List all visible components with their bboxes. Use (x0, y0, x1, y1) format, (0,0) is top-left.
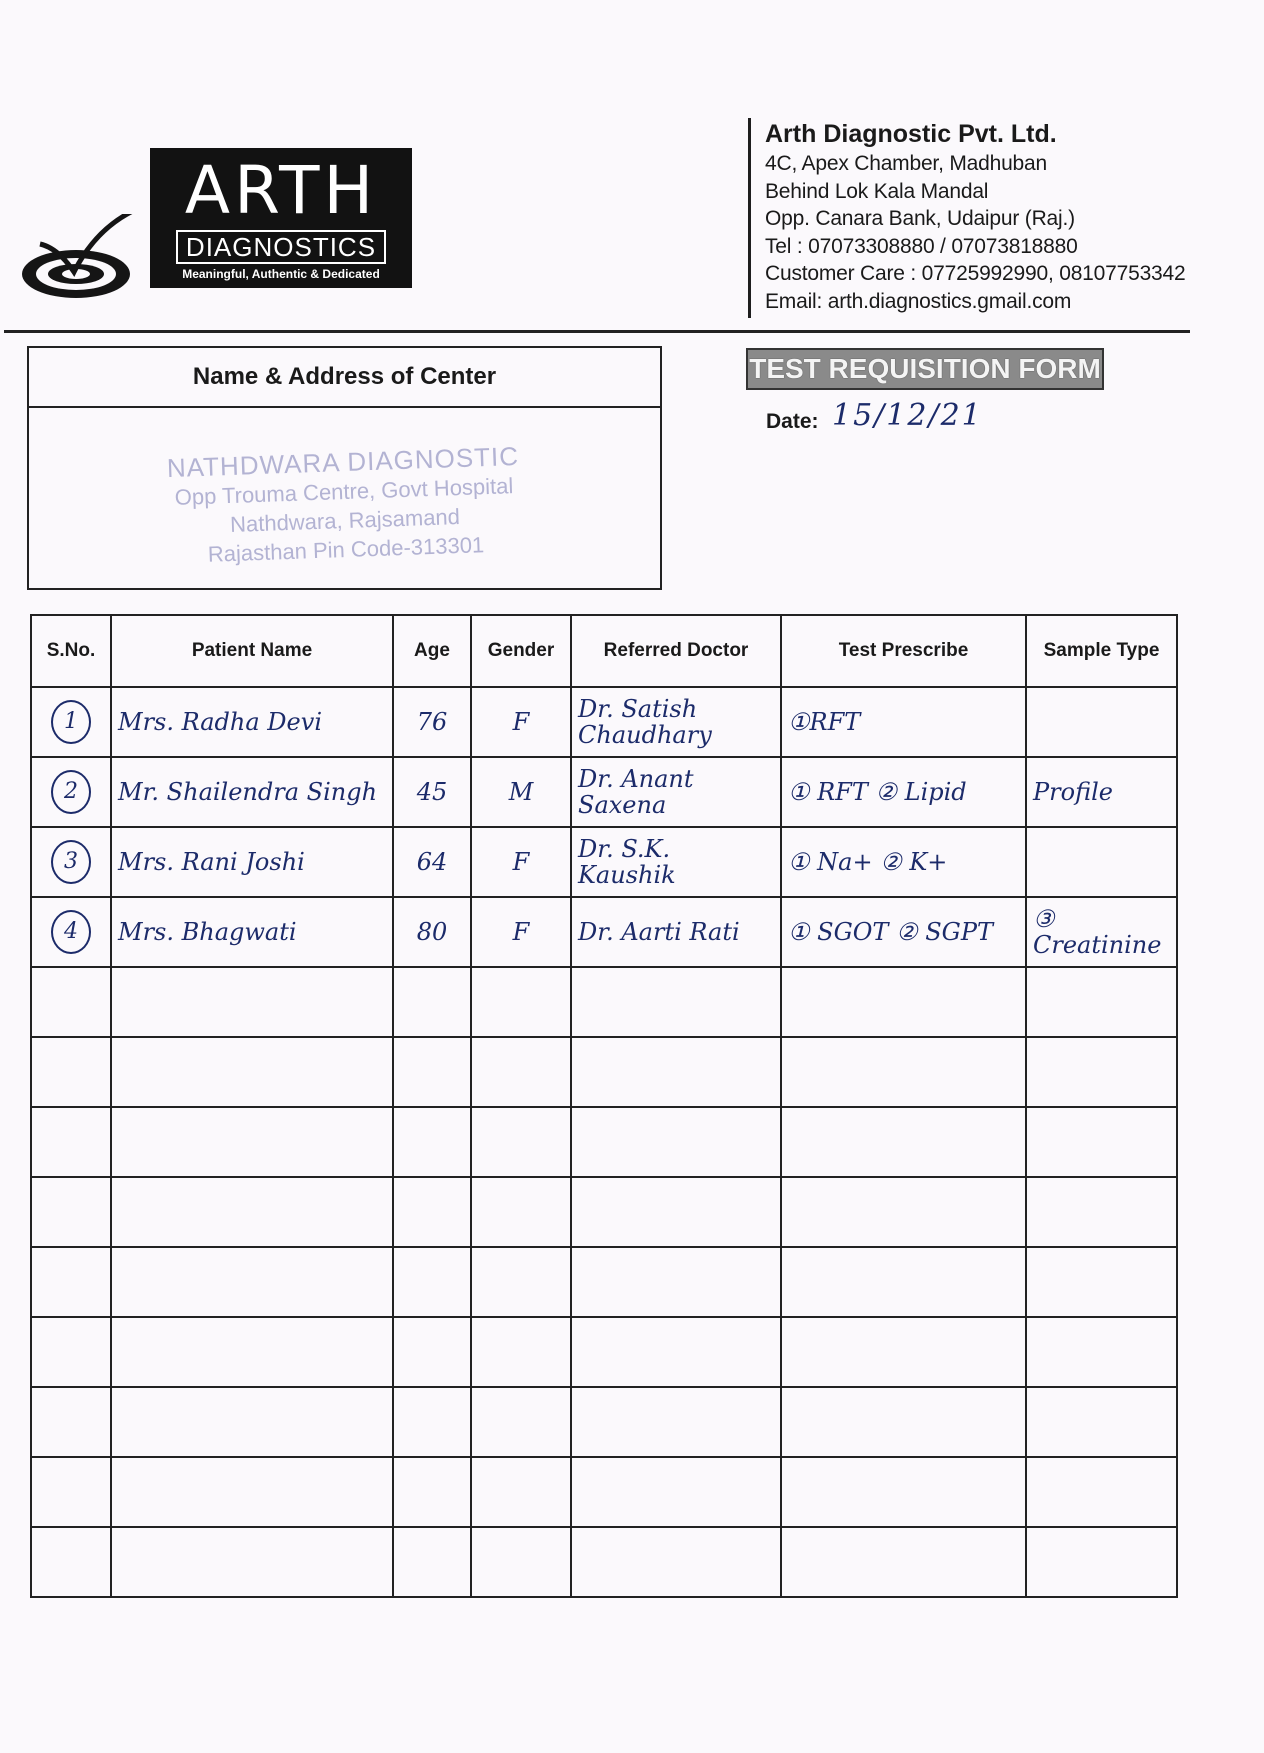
empty-cell (571, 967, 781, 1037)
cell-age: 80 (393, 897, 471, 967)
cell-age: 64 (393, 827, 471, 897)
empty-table-row (31, 967, 1177, 1037)
empty-cell (111, 1247, 393, 1317)
customer-care-line: Customer Care : 07725992990, 08107753342 (765, 262, 1186, 285)
empty-cell (111, 967, 393, 1037)
empty-cell (1026, 1177, 1177, 1247)
cell-gender: M (471, 757, 571, 827)
empty-cell (571, 1107, 781, 1177)
table-row (31, 687, 1177, 757)
empty-cell (571, 1317, 781, 1387)
cell-doctor: Dr. Anant Saxena (571, 757, 781, 827)
empty-cell (31, 1457, 111, 1527)
cell-sample: Profile (1026, 757, 1177, 827)
date-label: Date: (766, 410, 819, 433)
logo-subtitle: DIAGNOSTICS (176, 230, 386, 264)
cell-sample (1026, 827, 1177, 897)
empty-cell (31, 1387, 111, 1457)
cell-name: Mr. Shailendra Singh (111, 757, 393, 827)
cell-doctor: Dr. Satish Chaudhary (571, 687, 781, 757)
empty-cell (471, 1177, 571, 1247)
address-line: 4C, Apex Chamber, Madhuban (765, 152, 1047, 175)
cell-name: Mrs. Radha Devi (111, 687, 393, 757)
empty-cell (393, 1317, 471, 1387)
empty-cell (1026, 1527, 1177, 1597)
address-line: Behind Lok Kala Mandal (765, 179, 989, 203)
empty-cell (781, 1107, 1026, 1177)
table-header-row (31, 615, 1177, 687)
empty-cell (393, 1107, 471, 1177)
empty-cell (393, 1247, 471, 1317)
empty-cell (31, 1107, 111, 1177)
empty-cell (1026, 967, 1177, 1037)
empty-table-row (31, 1457, 1177, 1527)
company-details (748, 118, 1205, 318)
address-line: Opp. Canara Bank, Udaipur (Raj.) (765, 207, 1075, 230)
row-number: 1 (51, 700, 91, 744)
col-header-age: Age (393, 615, 471, 687)
col-header-sno: S.No. (31, 615, 111, 687)
empty-cell (31, 1527, 111, 1597)
empty-cell (31, 967, 111, 1037)
empty-cell (471, 1247, 571, 1317)
empty-cell (781, 1527, 1026, 1597)
cell-name: Mrs. Rani Joshi (111, 827, 393, 897)
empty-cell (571, 1037, 781, 1107)
empty-cell (393, 1457, 471, 1527)
center-address-box (27, 346, 662, 590)
cell-doctor: Dr. S.K. Kaushik (571, 827, 781, 897)
empty-cell (31, 1247, 111, 1317)
empty-cell (571, 1387, 781, 1457)
cell-gender: F (471, 897, 571, 967)
table-row (31, 897, 1177, 967)
stamp-line: Nathdwara, Rajsamand (229, 503, 461, 537)
empty-cell (393, 1037, 471, 1107)
empty-cell (1026, 1107, 1177, 1177)
stamp-line: Opp Trouma Centre, Govt Hospital (174, 473, 514, 510)
date-value: 15/12/21 (832, 398, 983, 433)
cell-sno (31, 687, 111, 757)
empty-cell (31, 1177, 111, 1247)
form-title: TEST REQUISITION FORM (746, 348, 1104, 390)
empty-cell (781, 967, 1026, 1037)
row-number: 4 (51, 910, 91, 954)
phone-line: Tel : 07073308880 / 07073818880 (765, 234, 1078, 258)
empty-cell (471, 1387, 571, 1457)
empty-cell (781, 1387, 1026, 1457)
empty-cell (471, 1107, 571, 1177)
cell-name: Mrs. Bhagwati (111, 897, 393, 967)
row-number: 2 (51, 770, 91, 814)
empty-cell (393, 1387, 471, 1457)
col-header-patient-name: Patient Name (111, 615, 393, 687)
empty-cell (111, 1317, 393, 1387)
empty-cell (111, 1177, 393, 1247)
empty-table-row (31, 1247, 1177, 1317)
center-stamp (27, 437, 662, 575)
logo-badge (150, 148, 412, 288)
empty-cell (571, 1527, 781, 1597)
empty-cell (471, 1527, 571, 1597)
empty-cell (1026, 1317, 1177, 1387)
empty-cell (571, 1457, 781, 1527)
empty-table-row (31, 1037, 1177, 1107)
cell-age: 76 (393, 687, 471, 757)
logo-tagline: Meaningful, Authentic & Dedicated (182, 267, 380, 281)
empty-cell (471, 967, 571, 1037)
empty-cell (31, 1037, 111, 1107)
cell-sno (31, 827, 111, 897)
stamp-line: NATHDWARA DIAGNOSTIC (166, 440, 520, 484)
cell-sno (31, 757, 111, 827)
empty-cell (1026, 1247, 1177, 1317)
cell-sample: ③ Creatinine (1026, 897, 1177, 967)
col-header-referred-doctor: Referred Doctor (571, 615, 781, 687)
email-line: Email: arth.diagnostics.gmail.com (765, 289, 1072, 313)
empty-cell (393, 967, 471, 1037)
cell-sample (1026, 687, 1177, 757)
header-divider (4, 330, 1190, 333)
cell-tests: ① SGOT ② SGPT (781, 897, 1026, 967)
patient-table (30, 614, 1178, 1598)
cell-doctor: Dr. Aarti Rati (571, 897, 781, 967)
empty-cell (1026, 1457, 1177, 1527)
empty-cell (781, 1177, 1026, 1247)
empty-table-row (31, 1317, 1177, 1387)
cell-gender: F (471, 687, 571, 757)
empty-cell (781, 1037, 1026, 1107)
empty-table-row (31, 1387, 1177, 1457)
cell-age: 45 (393, 757, 471, 827)
empty-cell (111, 1527, 393, 1597)
empty-cell (781, 1457, 1026, 1527)
empty-cell (571, 1177, 781, 1247)
empty-table-row (31, 1177, 1177, 1247)
center-box-heading: Name & Address of Center (29, 348, 660, 408)
empty-cell (571, 1247, 781, 1317)
empty-cell (1026, 1037, 1177, 1107)
empty-cell (781, 1247, 1026, 1317)
target-check-icon (18, 214, 148, 304)
col-header-sample-type: Sample Type (1026, 615, 1177, 687)
table-row (31, 827, 1177, 897)
cell-sno (31, 897, 111, 967)
col-header-test-prescribe: Test Prescribe (781, 615, 1026, 687)
row-number: 3 (51, 840, 91, 884)
stamp-line: Rajasthan Pin Code-313301 (207, 532, 485, 567)
empty-cell (111, 1387, 393, 1457)
cell-tests: ① Na+ ② K+ (781, 827, 1026, 897)
empty-cell (393, 1527, 471, 1597)
empty-cell (1026, 1387, 1177, 1457)
empty-cell (781, 1317, 1026, 1387)
empty-cell (111, 1457, 393, 1527)
empty-cell (471, 1317, 571, 1387)
cell-tests: ①RFT (781, 687, 1026, 757)
empty-cell (111, 1107, 393, 1177)
table-row (31, 757, 1177, 827)
company-name: Arth Diagnostic Pvt. Ltd. (765, 120, 1057, 148)
col-header-gender: Gender (471, 615, 571, 687)
cell-tests: ① RFT ② Lipid (781, 757, 1026, 827)
empty-cell (111, 1037, 393, 1107)
logo-wordmark: ARTH (184, 152, 378, 229)
empty-cell (31, 1317, 111, 1387)
empty-cell (471, 1457, 571, 1527)
empty-cell (393, 1177, 471, 1247)
empty-cell (471, 1037, 571, 1107)
company-logo (14, 142, 424, 302)
empty-table-row (31, 1527, 1177, 1597)
cell-gender: F (471, 827, 571, 897)
table-body (31, 687, 1177, 1597)
empty-table-row (31, 1107, 1177, 1177)
